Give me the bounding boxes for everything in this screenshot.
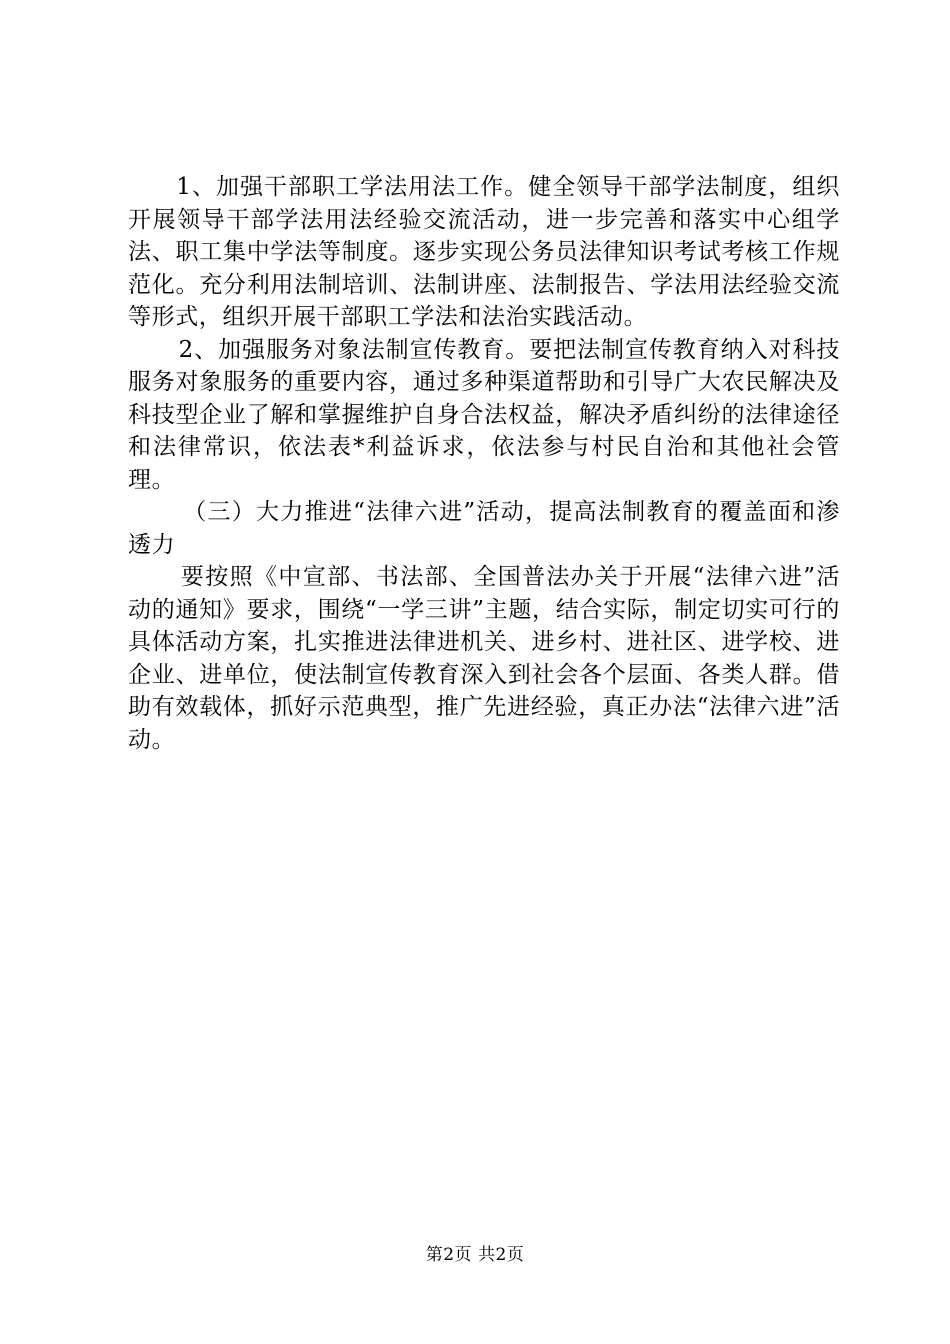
paragraph-item-2-service-object-education: 2、加强服务对象法制宣传教育。要把法制宣传教育纳入对科技服务对象服务的重要内容，通过多种渠道帮助和引导广大农民解决及科技型企业了解和掌握维护自身合法权益，解决矛盾纠纷的法律途径和法律常识，依法表*利益诉求，依法参与村民自治和其他社会管理。 (128, 336, 840, 493)
page-number-footer: 第2页 共2页 (425, 1245, 525, 1265)
document-body (128, 171, 840, 756)
section-heading-three: （三）大力推进“法律六进”活动，提高法制教育的覆盖面和渗透力 (128, 499, 840, 558)
paragraph-item-1-cadre-law-study: 1、加强干部职工学法用法工作。健全领导干部学法制度，组织开展领导干部学法用法经验交流活动，进一步完善和落实中心组学法、职工集中学法等制度。逐步实现公务员法律知识考试考核工作规范化。充分利用法制培训、法制讲座、法制报告、学法用法经验交流等形式，组织开展干部职工学法和法治实践活动。 (128, 174, 840, 330)
paragraph-law-six-entries: 要按照《中宣部、书法部、全国普法办关于开展“法律六进”活动的通知》要求，围绕“一学三讲”主题，结合实际，制定切实可行的具体活动方案，扎实推进法律进机关、进乡村、进社区、进学校、进企业、进单位，使法制宣传教育深入到社会各个层面、各类人群。借助有效载体，抓好示范典型，推广先进经验，真正办法“法律六进”活动。 (128, 564, 840, 753)
